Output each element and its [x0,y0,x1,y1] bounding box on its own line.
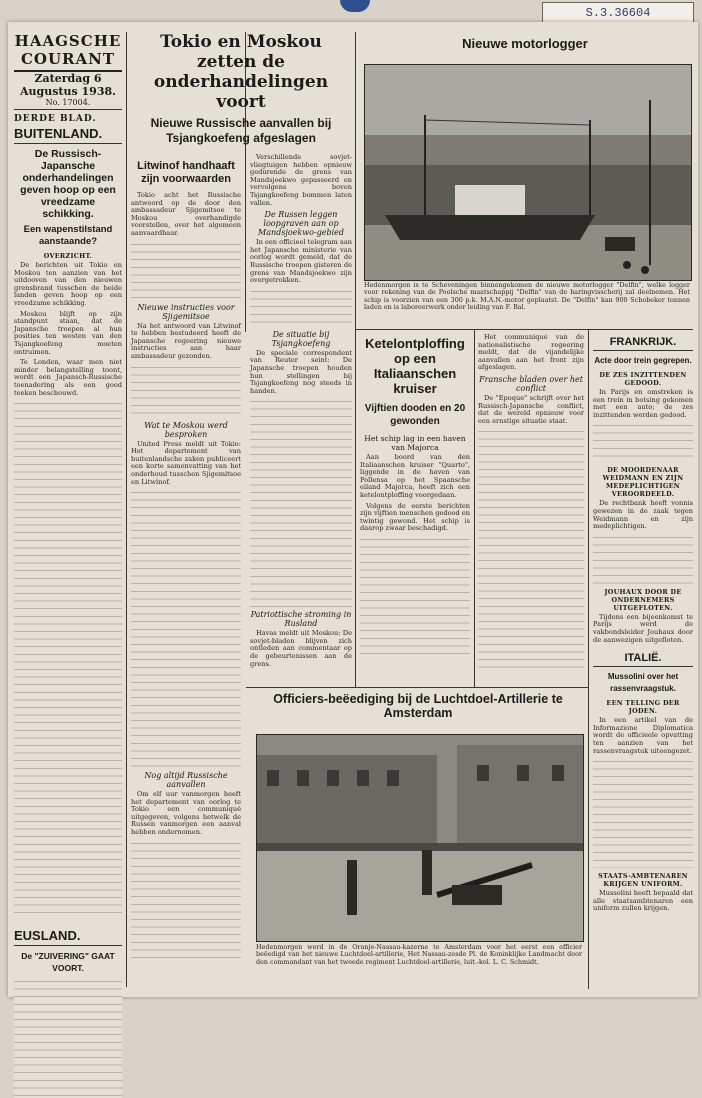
column-rule [474,329,475,687]
masthead-number: No. 17004. [14,98,122,110]
text-block-filler [250,288,352,328]
archive-number-tag: S.3.36604 [542,2,694,24]
intertitle-fransche-bladen: Fransche bladen over het conflict [479,374,583,393]
text-block-filler [593,422,693,462]
article-text: De "Epoque" schrijft over het Russisch-Japansche conflict, dat de wereld opnieuw voor een ernstige situatie staat. [478,393,584,425]
sheet-label: DERDE BLAD. [14,114,97,124]
photo-artillerie [256,734,584,942]
text-block-filler [131,364,241,419]
headline-onderhandelingen: De Russisch-Japansche onderhandelingen geven hoop op een vreedzame schikking. [20,148,116,220]
article-text: Mussolini heeft bepaald dat alle staatsambtenaren een uniform zullen krijgen. [593,889,693,913]
subhead-majorca: Het schip lag in een haven van Majorca [364,434,466,452]
newspaper-page [8,22,698,997]
column-spanje [478,334,584,684]
harbour-ship-image [365,65,691,280]
photo-title-motorlogger: Nieuwe motorlogger [462,36,588,51]
article-text: Aan boord van den Italiaanschen kruiser "Quarto", liggende in de haven van Pollensa op het Spaansche eiland Majorca, heeft zich een ketelontploffing voorgedaan. [360,453,470,499]
section-italie: ITALIË. [593,650,693,667]
intertitle-moskou: Wat te Moskou werd besproken [144,420,228,439]
article-text: Het communiqué van de nationalistische regeering meldt, dat de vijandelijke aanvallen aan het front zijn afgeslagen. [478,333,584,372]
column-rule [126,32,127,987]
column-ketelontploffing [360,334,470,684]
photo-caption-motorlogger: Hedenmorgen is te Scheveningen binnengekomen de nieuwe motorlogger "Delfin", welke logger voor rekening van de Poolsche maatschappij "Delfin" van de haringvisscherij zal deelnemen. Het schip is voorzien van een 300 p.k. M.A.N.-motor geplaatst. De "Delfin" kan 900 Schobeker tonnen laden en is laboreerwerk onder leiding van F. Bal. [364,281,690,312]
text-block-filler [250,398,352,608]
text-block-filler [593,758,693,868]
article-text: In een officieel telegram aan het Japansche ministerie van oorlog wordt gemeld, dat de Russische troepen gisteren de grens van Mandsjoekwo zijn overgetrokken. [250,238,352,285]
caption-telling-joden: EEN TELLING DER JODEN. [606,699,680,716]
photo-caption-artillerie: Hedenmorgen werd in de Oranje-Nassau-kazerne te Amsterdam voor het eerst een officier beëedigd van het nieuwe Luchtdoel-artillerie, Het Nassau-zesde Pl. de Koninklijke Landmacht door den commandant van het tweede regiment Luchtdoel-artillerie, luit.-kol. L. C. Schmidt. [256,943,582,966]
article-text: De berichten uit Tokio en Moskou ten aanzien van het uitdooven van den nieuwen grensbrand tusschen de beide landen geven hoop op een vreedzame schikking. [14,261,122,307]
photo-title-block [360,36,690,56]
article-text: Volgens de eerste berichten zijn vijftien menschen gedood en twintig gewond. Het schip is daarop zwaar beschadigd. [360,501,471,533]
subhead-russische-aanvallen: Nieuwe Russische aanvallen bij Tsjangkoefeng afgeslagen [150,116,332,145]
article-text: Verschillende sovjet-vliegtuigen hebben opnieuw gedurende de grens van Mandsjoekwo gepasseerd en vervolgens boven Tsjangkoefeng bommen laten vallen. [250,153,352,207]
masthead-title: HAAGSCHE COURANT [14,32,122,72]
row-rule [246,687,588,688]
article-text: Te Londen, waar men niet minder belangstelling toont, wordt een Japansch-Russische toenadering als een goed teeken beschouwd. [14,358,122,397]
headline-mussolini: Mussolini over het rassenvraagstuk. [607,672,679,694]
section-rusland: EUSLAND. [14,926,122,946]
article-text: United Press meldt uit Tokio: Het departement van buitenlandsche zaken publiceert een korte samenvatting van het onderhoud tusschen Sjigemitsoe en Litwinof. [131,439,241,486]
article-text: De speciale correspondent van Reuter seint: De Japansche troepen houden hun stellingen bij Tsjangkoefeng nog steeds in handen. [250,348,352,395]
text-block-filler [478,428,584,668]
column-tokio-1 [131,154,241,984]
intertitle-loopgraven: De Russen leggen loopgraven aan op Mandsjoekwo-gebied [258,210,344,238]
intertitle-situatie: De situatie bij Tsjangkoefeng [271,329,331,348]
column-buitenland [14,32,122,987]
section-buitenland: BUITENLAND. [14,124,122,144]
headline-tokio-moskou: Tokio en Moskou zetten de onderhandelingen voort [153,32,329,112]
masthead-date: Zaterdag 6 Augustus 1938. [20,72,116,98]
article-text: Tijdens een bijeenkomst te Parijs werd de vakbondsleider Jouhaux door de aanwezigen uitgefloten. [593,612,693,644]
photo-title-block-artillerie [252,692,584,732]
subhead-litwinof: Litwinof handhaaft zijn voorwaarden [137,160,235,185]
column-rule [588,329,589,989]
text-block-filler [14,400,122,920]
caption-weidmann: DE MOORDENAAR WEIDMANN EN ZIJN MEDEPLICHTIGEN VEROORDEELD. [602,466,684,499]
text-block-filler [360,536,470,656]
subhead-dooden: Vijftien dooden en 20 gewonden [364,403,466,427]
headline-zuivering: De "ZUIVERING" GAAT VOORT. [21,951,115,974]
intertitle-patriottisch: Patriottische stroming in Rusland [250,610,352,629]
article-text: In een artikel van de Informazione Diplomatica wordt de officieele opvatting ten aanzien van het rassenvraagstuk uiteengezet. [593,716,693,755]
overzicht-label: OVERZICHT. [43,252,93,260]
text-block-filler [131,241,241,301]
text-block-filler [131,489,241,769]
article-text: Na het antwoord van Litwinof te hebben bestudeerd heeft de Japansche regeering nieuwe instructies aan haar ambassadeur gezonden. [131,321,241,360]
headline-wapenstilstand: Een wapenstilstand aanstaande? [23,224,113,247]
article-text: Om elf uur vanmorgen heeft het departement van oorlog te Tokio een communiqué uitgegeven, volgens hetwelk de Russen vanmorgen een aanval hebben ondernomen. [131,790,241,837]
column-frankrijk-italie [593,334,693,984]
caption-zes-inzittenden: DE ZES INZITTENDEN GEDOOD. [599,371,687,387]
text-block-filler [14,978,122,1098]
intertitle-instructies: Nieuwe instructies voor Sjigemitsoe [137,302,235,321]
row-rule [356,329,693,330]
headline-acte-trein: Acte door trein gegrepen. [594,356,692,365]
intertitle-aanvallen: Nog altijd Russische aanvallen [144,771,228,790]
barracks-gun-image [257,735,583,941]
article-text: In Parijs en omstreken is een trein in botsing gekomen met een auto; de zes inzittenden werden gedood. [593,388,693,419]
article-text: Tokio acht het Russische antwoord op de door den ambassadeur Sjigemitsoe te Moskou overhandigde voorstellen, over het algemeen aanvaardbaar. [131,191,241,237]
blue-pin-icon [340,0,370,12]
headline-ketelontploffing: Ketelontploffing op een Italiaanschen kruiser [365,336,465,396]
column-rule [355,32,356,687]
headline-block-tokio [131,32,351,145]
text-block-filler [593,534,693,584]
section-frankrijk: FRANKRIJK. [593,334,693,351]
caption-uniform: STAATS-AMBTENAREN KRIJGEN UNIFORM. [598,872,688,889]
photo-title-artillerie: Officiers-beëediging bij de Luchtdoel-Artillerie te Amsterdam [273,692,563,720]
photo-motorlogger [364,64,692,281]
article-text: De rechtbank heeft vonnis gewezen in de zaak tegen Weidmann en zijn medeplichtigen. [593,499,693,531]
column-tokio-2 [250,154,352,684]
article-text: Moskou blijft op zijn standpunt staan, dat de Japansche troepen al hun posities ten westen van den Tsjangkoefeng moeten ontruimen. [14,309,122,356]
article-text: Havas meldt uit Moskou: De sovjet-bladen blijven zich ontleden aan commentaar op de gebeurtenissen aan de grens. [250,629,352,668]
caption-jouhaux: JOUHAUX DOOR DE ONDERNEMERS UITGEFLOTEN. [604,587,682,612]
text-block-filler [131,840,241,960]
